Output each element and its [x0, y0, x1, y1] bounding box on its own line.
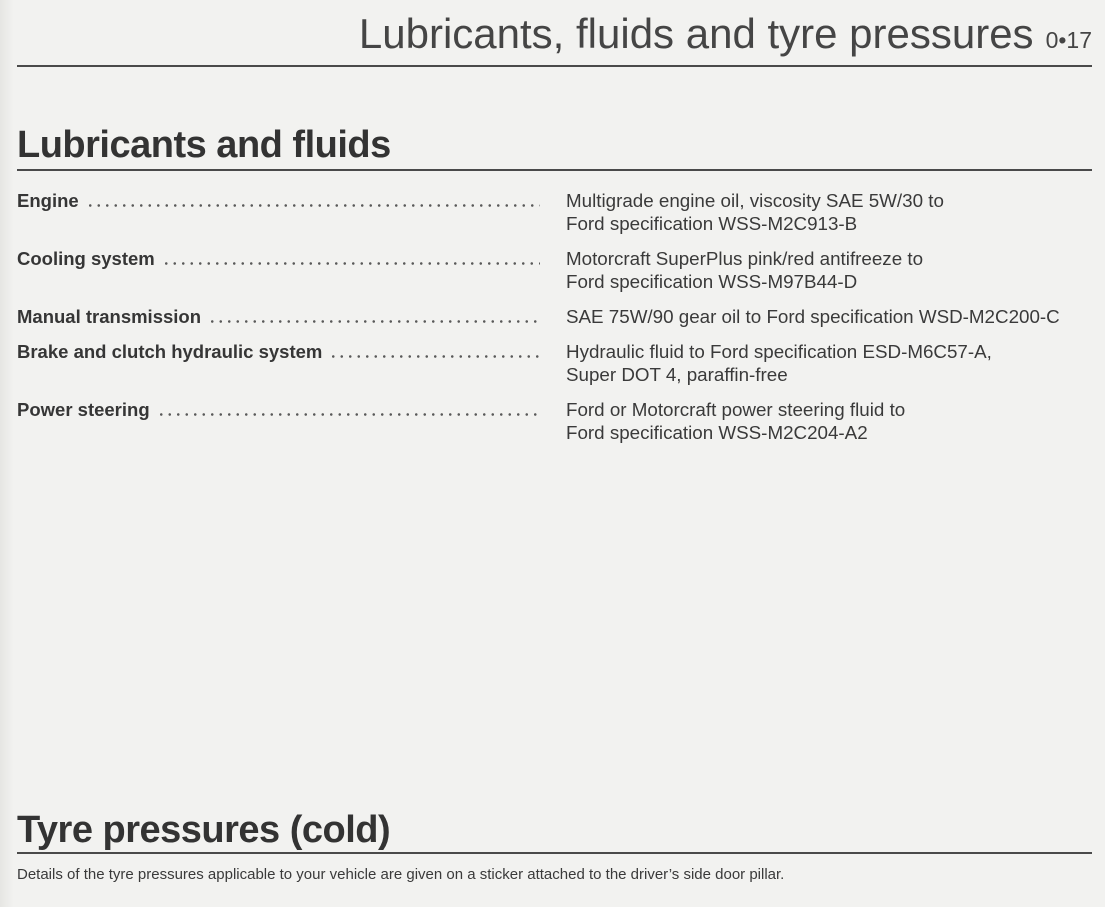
row-label: Manual transmission: [17, 306, 202, 327]
row-value-line: Multigrade engine oil, viscosity SAE 5W/30 to: [566, 190, 944, 211]
page-edge-shadow: [0, 0, 14, 907]
row-value-line: Ford specification WSS-M2C913-B: [566, 213, 858, 234]
header-rule: [17, 65, 1092, 67]
lubricants-heading: Lubricants and fluids: [17, 124, 391, 166]
row-label-block: [17, 189, 540, 212]
row-value-line: Ford or Motorcraft power steering fluid to: [566, 399, 906, 420]
page-title: Lubricants, fluids and tyre pressures: [358, 10, 1034, 57]
row-value-line: Hydraulic fluid to Ford specification ESD-M6C57-A,: [566, 341, 992, 362]
row-value-line: Super DOT 4, paraffin-free: [566, 364, 788, 385]
lubricants-table: [17, 189, 1092, 456]
table-row: [17, 247, 1092, 293]
row-value: [566, 340, 992, 386]
row-label: Cooling system: [17, 248, 155, 269]
row-value: [566, 398, 905, 444]
page-header: [359, 10, 1092, 58]
row-label-block: [17, 340, 540, 363]
row-value-line: Motorcraft SuperPlus pink/red antifreeze to: [566, 248, 924, 269]
dot-leader: [160, 262, 540, 265]
row-label: Brake and clutch hydraulic system: [17, 341, 323, 362]
table-row: [17, 305, 1092, 328]
row-value-line: Ford specification WSS-M97B44-D: [566, 271, 858, 292]
dot-leader: [327, 355, 540, 358]
page-number: 0•17: [1045, 27, 1092, 53]
tyre-pressures-heading: Tyre pressures (cold): [17, 809, 391, 851]
table-row: [17, 398, 1092, 444]
row-value-line: SAE 75W/90 gear oil to Ford specification WSD-M2C200-C: [566, 306, 1060, 327]
row-value: [566, 305, 1060, 328]
row-label-block: [17, 247, 540, 270]
dot-leader: [206, 320, 540, 323]
dot-leader: [155, 413, 540, 416]
row-label-block: [17, 398, 540, 421]
dot-leader: [84, 204, 540, 207]
row-value-line: Ford specification WSS-M2C204-A2: [566, 422, 868, 443]
row-label-block: [17, 305, 540, 328]
tyre-pressures-text: Details of the tyre pressures applicable to your vehicle are given on a sticker attached to the driver’s side door pillar.: [17, 866, 785, 883]
row-value: [566, 247, 923, 293]
table-row: [17, 189, 1092, 235]
row-value: [566, 189, 944, 235]
table-row: [17, 340, 1092, 386]
tyre-pressures-rule: [17, 852, 1092, 854]
row-label: Engine: [17, 190, 79, 211]
row-label: Power steering: [17, 399, 150, 420]
lubricants-rule: [17, 169, 1092, 171]
